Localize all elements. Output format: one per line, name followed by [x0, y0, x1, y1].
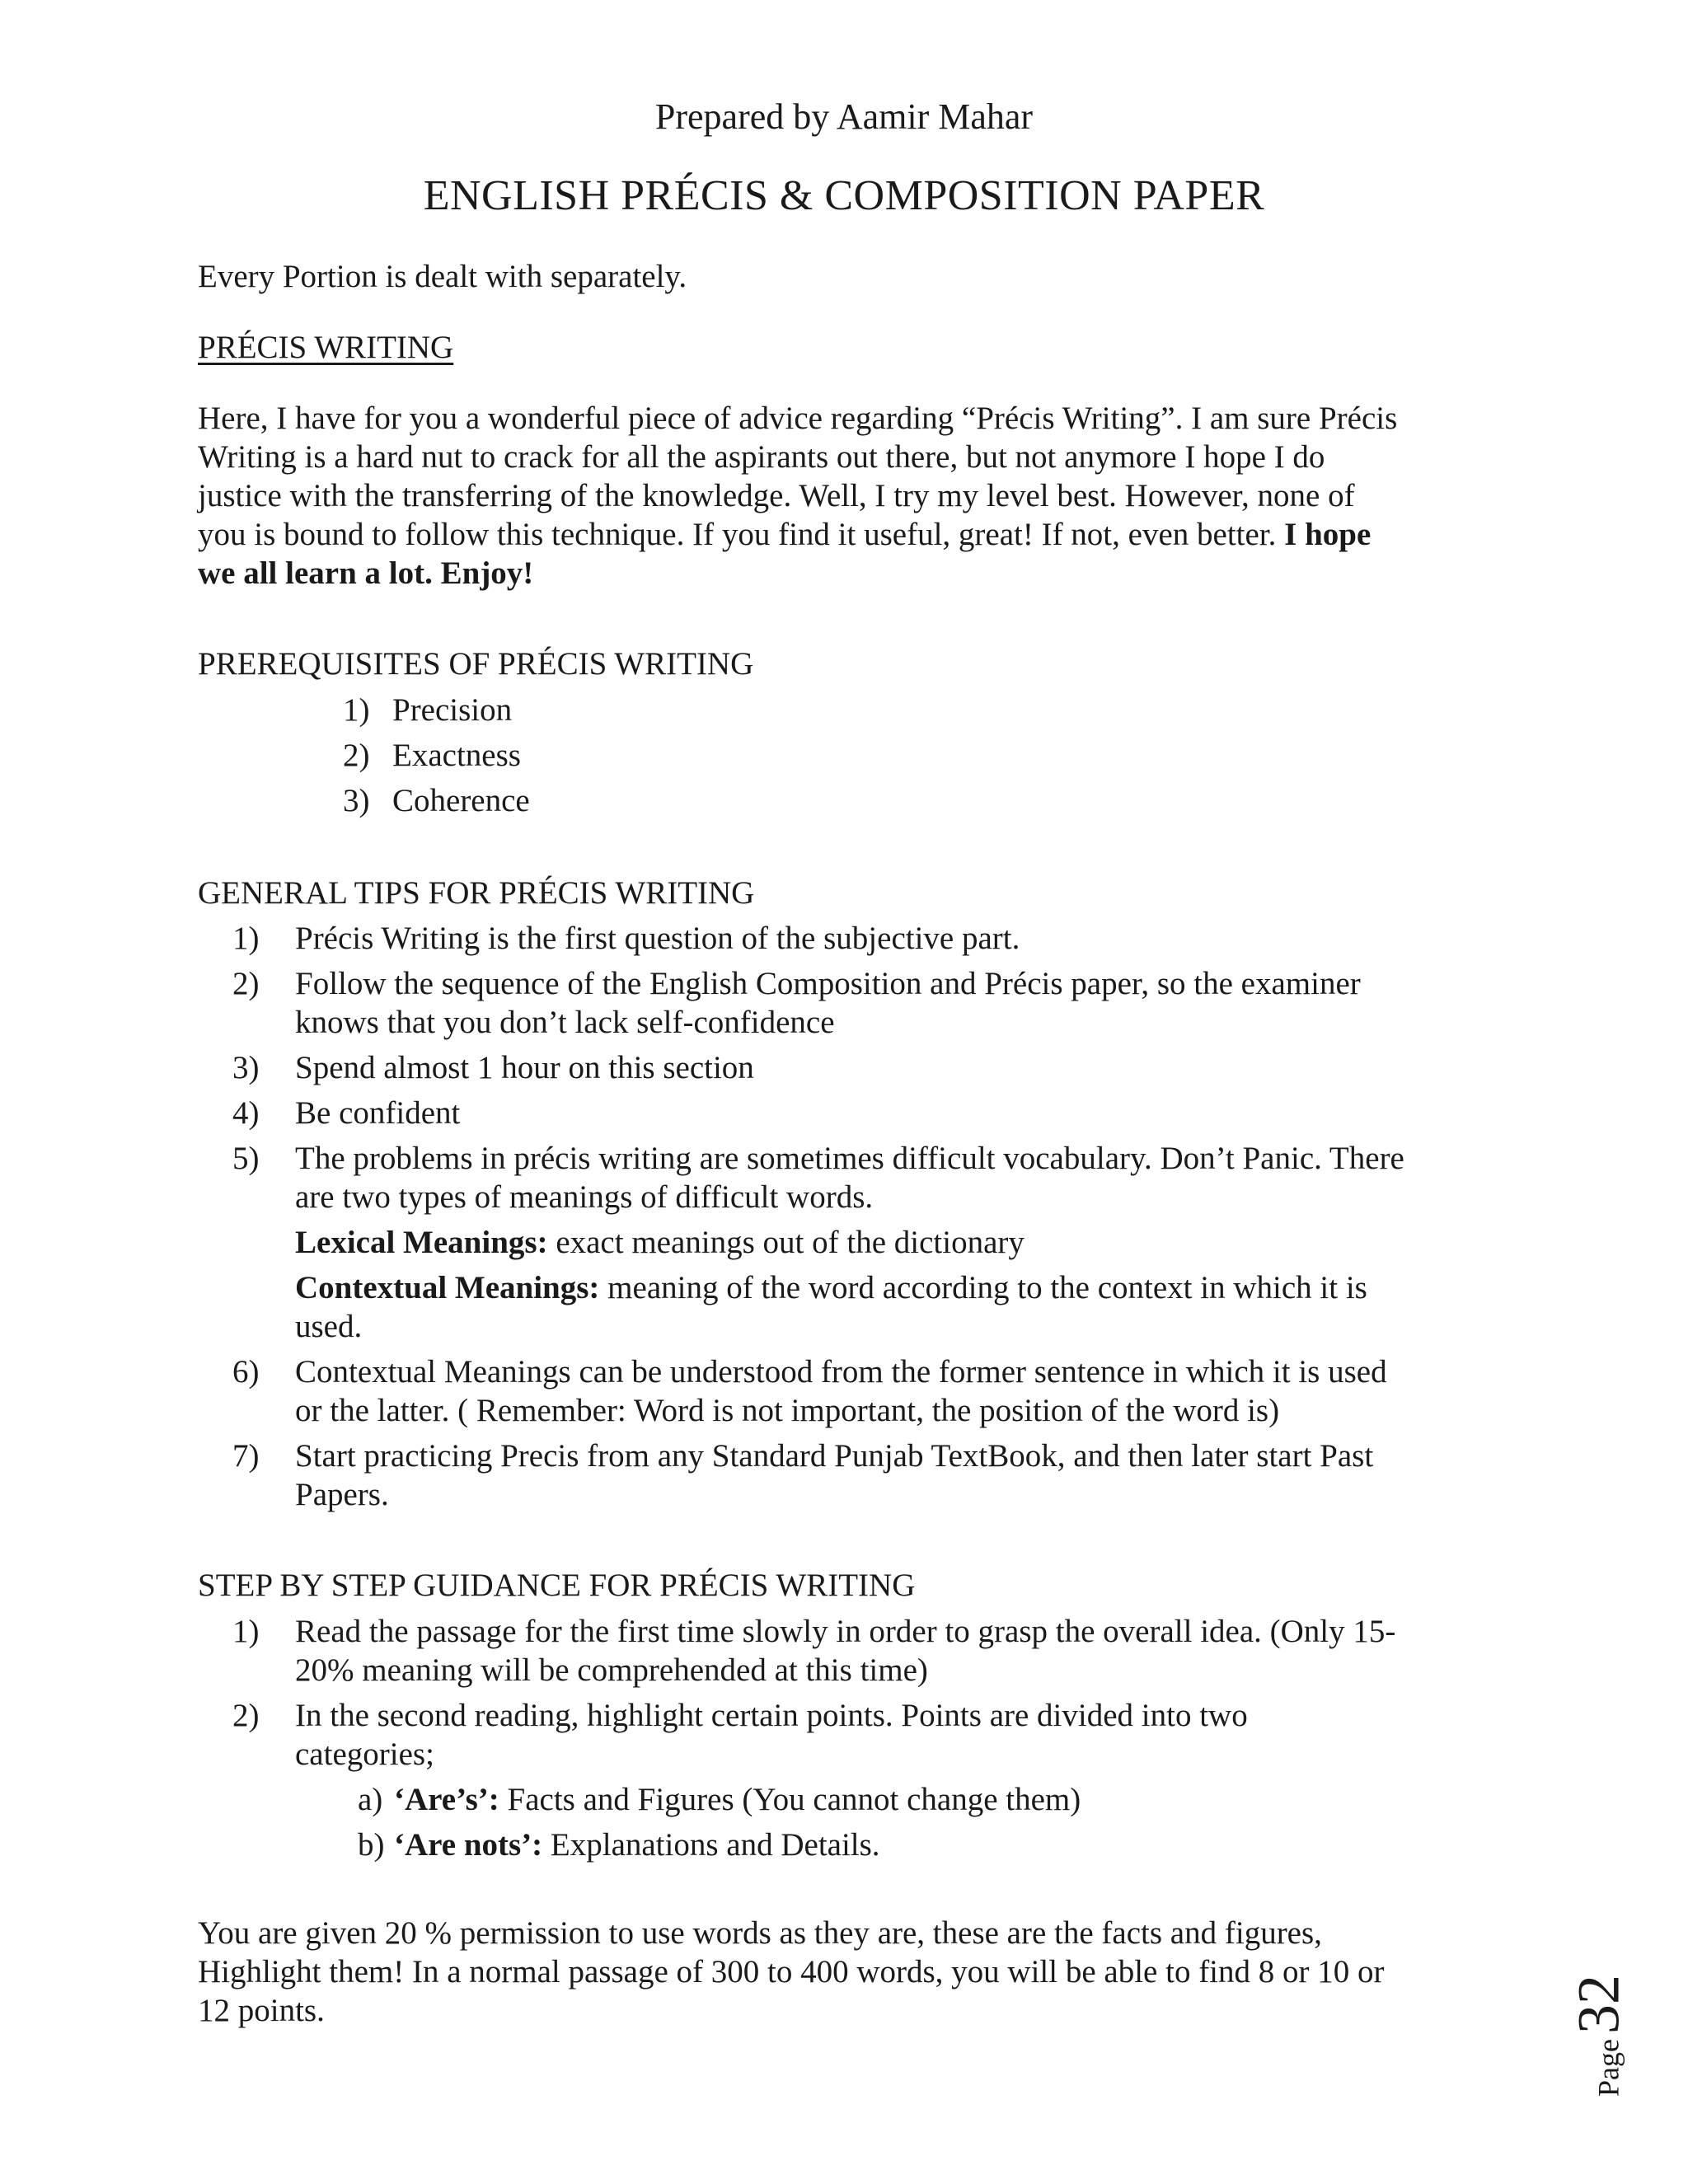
- item-number: 3): [343, 783, 370, 818]
- page-number-rotated: [1565, 1975, 1634, 2097]
- paragraph-line: [198, 554, 1484, 593]
- item-number: 1): [232, 1614, 260, 1649]
- paragraph-line: Highlight them! In a normal passage of 300 to 400 words, you will be able to find 8 or 10 or: [198, 1954, 1385, 1990]
- item-number: 4): [232, 1095, 260, 1131]
- item-number: 2): [232, 1698, 260, 1733]
- item-line: Read the passage for the first time slowly in order to grasp the overall idea. (Only 15-: [295, 1614, 1396, 1649]
- list-item: [232, 1352, 1485, 1430]
- sub-letter: b): [358, 1827, 385, 1863]
- sub-text: Facts and Figures (You cannot change them): [499, 1782, 1081, 1817]
- item-number: 2): [232, 966, 260, 1001]
- sub-label: ‘Are nots’:: [394, 1827, 543, 1863]
- sub-text: Explanations and Details.: [542, 1827, 880, 1863]
- sub-letter: a): [358, 1782, 383, 1817]
- item-line: used.: [295, 1309, 363, 1344]
- item-line: Contextual Meanings can be understood from the former sentence in which it is used: [295, 1354, 1387, 1390]
- item-line: Précis Writing is the first question of the subjective part.: [295, 921, 1020, 956]
- prerequisites-heading: PREREQUISITES OF PRÉCIS WRITING: [198, 646, 754, 682]
- item-line: The problems in précis writing are sometimes difficult vocabulary. Don’t Panic. There: [295, 1141, 1404, 1176]
- step-guidance-heading: STEP BY STEP GUIDANCE FOR PRÉCIS WRITING: [198, 1568, 916, 1603]
- paragraph-line: You are given 20 % permission to use words as they are, these are the facts and figures,: [198, 1915, 1322, 1951]
- page-word: Page: [1592, 2039, 1625, 2097]
- page-number-marker: [1566, 1929, 1632, 2143]
- intro-paragraph: [198, 399, 1484, 593]
- list-item: [343, 781, 530, 827]
- lexical-label: Lexical Meanings:: [295, 1225, 548, 1260]
- item-line: Start practicing Precis from any Standard Punjab TextBook, and then later start Past: [295, 1438, 1374, 1474]
- item-text: Precision: [392, 692, 513, 728]
- list-item: [343, 736, 530, 781]
- lexical-meanings: [232, 1223, 1485, 1262]
- list-item: [232, 1139, 1485, 1216]
- paragraph-line: [198, 515, 1484, 554]
- closing-paragraph: [198, 1914, 1484, 2030]
- list-item: [232, 1094, 1485, 1132]
- item-line: knows that you don’t lack self-confidence: [295, 1005, 835, 1040]
- list-item: [232, 964, 1485, 1042]
- sub-list: [232, 1780, 1485, 1864]
- sub-list-item: [295, 1780, 1485, 1819]
- item-line: 20% meaning will be comprehended at this time): [295, 1652, 928, 1688]
- sub-label: ‘Are’s’:: [394, 1782, 499, 1817]
- general-tips-list: [232, 919, 1485, 1521]
- item-line: Papers.: [295, 1477, 389, 1512]
- item-line: Follow the sequence of the English Composition and Précis paper, so the examiner: [295, 966, 1361, 1001]
- paragraph-line: Here, I have for you a wonderful piece of advice regarding “Précis Writing”. I am sure Précis: [198, 401, 1398, 436]
- item-number: 7): [232, 1438, 260, 1474]
- item-line: Spend almost 1 hour on this section: [295, 1050, 754, 1085]
- contextual-label: Contextual Meanings:: [295, 1270, 600, 1305]
- paragraph-bold: I hope: [1284, 517, 1372, 552]
- prerequisites-list: [343, 691, 530, 827]
- item-number: 5): [232, 1141, 260, 1176]
- item-text: Coherence: [392, 783, 530, 818]
- item-line: or the latter. ( Remember: Word is not important, the position of the word is): [295, 1393, 1280, 1428]
- paragraph-line: justice with the transferring of the knowledge. Well, I try my level best. However, none of: [198, 478, 1355, 513]
- list-item: [232, 1048, 1485, 1087]
- paragraph-bold: we all learn a lot. Enjoy!: [198, 555, 534, 591]
- paragraph-line: Writing is a hard nut to crack for all the aspirants out there, but not anymore I hope I do: [198, 439, 1325, 475]
- list-item: [232, 1696, 1485, 1774]
- item-number: 3): [232, 1050, 260, 1085]
- general-tips-heading: GENERAL TIPS FOR PRÉCIS WRITING: [198, 875, 755, 911]
- contextual-meanings: [232, 1268, 1485, 1346]
- list-item: [343, 691, 530, 736]
- sub-list-item: [295, 1825, 1485, 1864]
- item-number: 2): [343, 738, 370, 773]
- item-number: 1): [232, 921, 260, 956]
- paragraph-line: 12 points.: [198, 1993, 325, 2028]
- document-title: ENGLISH PRÉCIS & COMPOSITION PAPER: [423, 172, 1265, 219]
- item-text: Exactness: [392, 738, 521, 773]
- lexical-text: exact meanings out of the dictionary: [547, 1225, 1025, 1260]
- precis-writing-heading: PRÉCIS WRITING: [198, 330, 454, 365]
- list-item: [232, 919, 1485, 958]
- contextual-text: meaning of the word according to the context in which it is: [599, 1270, 1367, 1305]
- item-number: 1): [343, 692, 370, 728]
- paragraph-text: you is bound to follow this technique. If you find it useful, great! If not, even better.: [198, 517, 1285, 552]
- item-number: 6): [232, 1354, 260, 1390]
- item-line: Be confident: [295, 1095, 461, 1131]
- author-line: Prepared by Aamir Mahar: [654, 96, 1034, 137]
- intro-line: Every Portion is dealt with separately.: [198, 259, 687, 294]
- list-item: [232, 1436, 1485, 1514]
- item-line: In the second reading, highlight certain points. Points are divided into two: [295, 1698, 1248, 1733]
- page-number: 32: [1565, 1975, 1632, 2035]
- list-item: [232, 1612, 1485, 1690]
- step-guidance-list: [232, 1612, 1485, 1871]
- item-line: categories;: [295, 1736, 434, 1772]
- item-line: are two types of meanings of difficult words.: [295, 1179, 874, 1215]
- item-line: [295, 1268, 1485, 1307]
